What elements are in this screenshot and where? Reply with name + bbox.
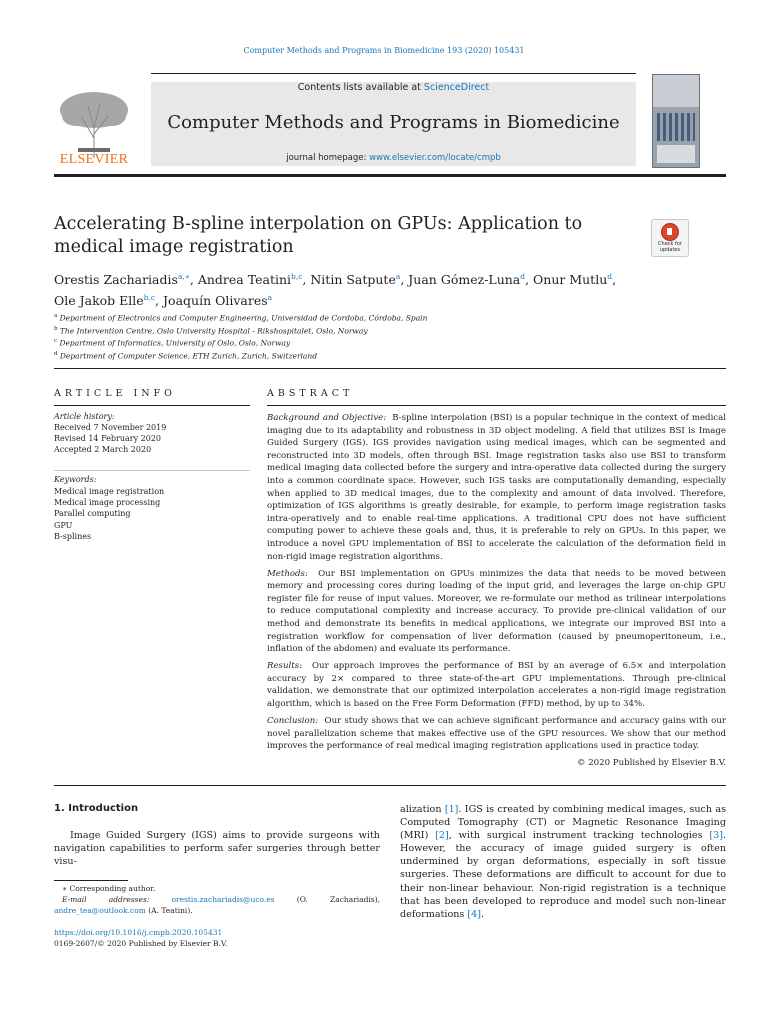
author-affil-sup[interactable]: d: [607, 272, 613, 281]
footnote-rule: [54, 880, 128, 881]
updates-icon: [661, 223, 679, 241]
updates-label: Check for updates: [658, 241, 682, 253]
contents-line: [151, 82, 636, 93]
body-divider: [54, 785, 726, 786]
cover-bottom: [657, 145, 695, 163]
reference-link[interactable]: [3]: [709, 830, 723, 842]
history-list: [54, 422, 166, 456]
author-affil-sup[interactable]: b,c: [291, 272, 303, 281]
section-divider: [54, 368, 726, 369]
abstract-copyright: © 2020 Published by Elsevier B.V.: [576, 758, 726, 769]
abstract-results: Results: Our approach improves the performance of BSI by an average of 6.5× and interpolation accuracy by 2× compared to three state-of-the-art GPU implementations. Through pre-clinical validation, we demonstrate that our optimized interpolation accelerates a non-rigid image registration algorithm, which is based on the Free Form Deformation (FFD) method, by up to 34%.: [267, 661, 726, 710]
affiliation-item: $^c$ Department of Informatics, University of Oslo, Oslo, Norway: [54, 338, 291, 348]
intro-heading: 1. Introduction: [54, 803, 139, 814]
keywords-rule: [54, 470, 250, 471]
keyword-item: Medical image processing: [54, 498, 161, 508]
keyword-item: Medical image registration: [54, 487, 165, 496]
journal-citation[interactable]: Computer Methods and Programs in Biomedicine 193 (2020) 105431: [243, 46, 525, 55]
history-label: Article history:: [54, 412, 115, 421]
paper-title: Accelerating B-spline interpolation on GPUs: Application to medical image registration: [54, 214, 583, 257]
reference-link[interactable]: [4]: [467, 908, 481, 920]
reference-link[interactable]: [2]: [435, 830, 449, 842]
footnote: [54, 883, 380, 916]
email-label: E-mail addresses:: [62, 895, 150, 904]
journal-cover-image[interactable]: [652, 74, 700, 168]
elsevier-wordmark: ELSEVIER: [59, 152, 129, 167]
header-bottom-rule: [54, 174, 726, 177]
email-link[interactable]: andre_tea@outlook.com: [54, 906, 146, 915]
homepage-line: [151, 153, 636, 163]
email-owner: (A. Teatini).: [148, 906, 193, 915]
homepage-link[interactable]: www.elsevier.com/locate/cmpb: [369, 153, 501, 163]
author-affil-sup[interactable]: d: [520, 272, 526, 281]
author-name[interactable]: Nitin Satpute: [310, 272, 396, 287]
author-name[interactable]: Ole Jakob Elle: [54, 293, 144, 308]
cover-graphic: [657, 113, 695, 141]
history-item: Revised 14 February 2020: [54, 434, 162, 444]
abstract-heading: ABSTRACT: [267, 388, 354, 399]
author-list: Orestis Zachariadis$^{a,∗}$, Andrea Teatini$^{b,c}$, Nitin Satpute$^a$, Juan Gómez-Luna$^d$, Onur Mutlu$^d$, Ole Jakob Elle$^{b,c}$, Joaquín Olivares$^a$: [54, 272, 617, 308]
corresponding-author-note: ∗ Corresponding author.: [62, 884, 156, 893]
header-top-rule: [151, 73, 636, 74]
affiliation-item: $^d$ Department of Computer Science, ETH Zurich, Zurich, Switzerland: [54, 350, 318, 360]
keywords-label: Keywords:: [54, 475, 97, 484]
author-affil-sup[interactable]: b,c: [143, 293, 156, 302]
author-name[interactable]: Joaquín Olivares: [163, 293, 268, 308]
keyword-item: B-splines: [54, 531, 92, 541]
keyword-item: GPU: [54, 520, 73, 530]
intro-left-column: Image Guided Surgery (IGS) aims to provide surgeons with navigation capabilities to perform safer surgeries through better visu-: [54, 830, 380, 868]
abstract-rule: [267, 405, 726, 406]
abstract-body: [267, 412, 726, 775]
email-link[interactable]: orestis.zachariadis@uco.es: [171, 895, 275, 904]
affiliation-list: [54, 311, 674, 361]
issn-line: 0169-2607/© 2020 Published by Elsevier B.V.: [54, 939, 228, 948]
keywords-list: [54, 486, 164, 542]
keyword-item: Parallel computing: [54, 509, 131, 519]
cover-top: [653, 75, 699, 107]
author-affil-sup[interactable]: a,∗: [177, 272, 190, 281]
author-name[interactable]: Onur Mutlu: [533, 272, 608, 287]
article-info-rule: [54, 405, 250, 406]
check-for-updates-button[interactable]: [651, 219, 689, 257]
email-owner: (O. Zachariadis),: [296, 895, 381, 904]
abstract-conclusion: Conclusion: Our study shows that we can achieve significant performance and accuracy gains with our novel parallelization scheme that makes effective use of the GPU resources. We show that our method improves the performance of real medical imaging registration applications used in practice today.: [267, 716, 726, 752]
reference-link[interactable]: [1]: [444, 804, 459, 815]
doi-link[interactable]: https://doi.org/10.1016/j.cmpb.2020.105431: [54, 928, 223, 937]
contents-prefix: Contents lists available at: [297, 82, 424, 93]
article-info-heading: ARTICLE INFO: [54, 388, 176, 399]
author-name[interactable]: Juan Gómez-Luna: [408, 272, 521, 287]
affiliation-item: $^a$ Department of Electronics and Computer Engineering, Universidad de Cordoba, Córdoba, Spain: [54, 313, 428, 323]
author-affil-sup[interactable]: a: [267, 293, 273, 302]
abstract-background: Background and Objective: B-spline interpolation (BSI) is a popular technique in the context of medical imaging due to its adaptability and robustness in 3D object modeling. A field that utilizes BSI is Image Guided Surgery (IGS). IGS provides navigation using medical images, which can be segmented and reconstructed into 3D models, often through BSI. Image registration tasks also use BSI to transform medical imaging data collected before the surgery and intra-operative data collected during the surgery into a common coordinate space. However, such IGS tasks are computationally demanding, especially when applied to 3D medical images, due to the complexity and amount of data involved. Therefore, optimization of IGS algorithms is greatly desirable, for example, to perform image registration tasks intra-operatively and to enable real-time applications. A traditional CPU does not have sufficient computing power to achieve these goals and, thus, it is preferable to rely on GPUs. In this paper, we introduce a novel GPU implementation of BSI to accelerate the calculation of the deformation field in non-rigid image registration algorithms.: [267, 413, 726, 562]
author-name[interactable]: Orestis Zachariadis: [54, 272, 178, 287]
author-name[interactable]: Andrea Teatini: [197, 272, 292, 287]
affiliation-item: $^b$ The Intervention Centre, Oslo University Hospital - Rikshospitalet, Oslo, Norway: [54, 325, 368, 335]
history-item: Accepted 2 March 2020: [54, 445, 152, 455]
homepage-prefix: journal homepage:: [286, 153, 370, 163]
journal-title: Computer Methods and Programs in Biomedicine: [167, 112, 620, 133]
author-affil-sup[interactable]: a: [395, 272, 401, 281]
abstract-methods: Methods: Our BSI implementation on GPUs minimizes the data that needs to be moved between memory and processing cores during loading of the input grid, and leverages the large on-chip GPU register file for reuse of input values. Moreover, we re-formulate our method as trilinear interpolations to reduce computational complexity and increase accuracy. To provide pre-clinical validation of our method and demonstrate its benefits in medical applications, we integrate our improved BSI into a registration workflow for compensation of liver deformation (caused by pneumoperitoneum, i.e., inflation of the abdomen) and evaluate its performance.: [267, 568, 726, 655]
history-item: Received 7 November 2019: [54, 423, 167, 432]
intro-right-column: alization [1]. IGS is created by combining medical images, such as Computed Tomography (CT) or Magnetic Resonance Imaging (MRI) [2], with surgical instrument tracking technologies [3]. However, the accuracy of image guided surgery is often undermined by organ deformations, especially in soft tissue surgeries. These deformations are difficult to account for due to their non-linear behaviour. Non-rigid registration is a technique that has been developed to reproduce and model such non-linear deformations [4].: [400, 804, 727, 920]
sciencedirect-link[interactable]: ScienceDirect: [423, 82, 490, 93]
